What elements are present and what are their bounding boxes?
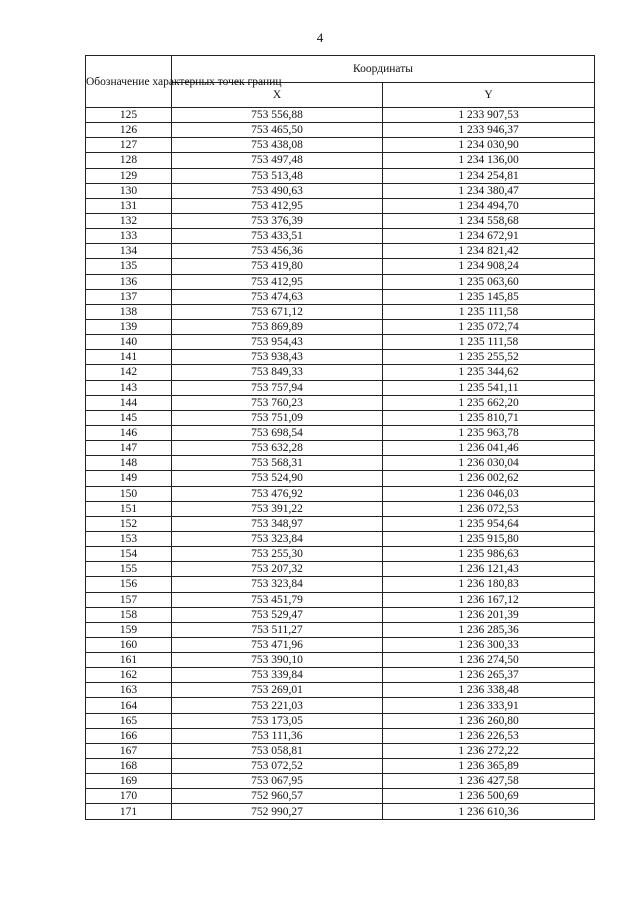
table-row [86, 168, 595, 183]
y-coordinate-cell: 1 236 274,50 [383, 653, 595, 668]
table-row [86, 486, 595, 501]
x-coordinate-cell: 753 419,80 [172, 259, 383, 274]
point-id-cell: 160 [86, 637, 172, 652]
table-body [86, 108, 595, 820]
table-row [86, 516, 595, 531]
y-coordinate-cell: 1 235 145,85 [383, 289, 595, 304]
x-header: X [172, 83, 383, 108]
point-id-cell: 158 [86, 607, 172, 622]
point-id-cell: 144 [86, 395, 172, 410]
table-row [86, 395, 595, 410]
table-row [86, 350, 595, 365]
y-coordinate-cell: 1 236 265,37 [383, 668, 595, 683]
x-coordinate-cell: 753 376,39 [172, 213, 383, 228]
table-row [86, 183, 595, 198]
y-coordinate-cell: 1 234 254,81 [383, 168, 595, 183]
point-id-cell: 157 [86, 592, 172, 607]
point-id-cell: 149 [86, 471, 172, 486]
point-id-cell: 137 [86, 289, 172, 304]
y-coordinate-cell: 1 233 946,37 [383, 123, 595, 138]
x-coordinate-cell: 753 221,03 [172, 698, 383, 713]
point-id-cell: 169 [86, 774, 172, 789]
point-id-cell: 126 [86, 123, 172, 138]
x-coordinate-cell: 753 323,84 [172, 577, 383, 592]
y-coordinate-cell: 1 236 333,91 [383, 698, 595, 713]
table-row [86, 244, 595, 259]
x-coordinate-cell: 753 497,48 [172, 153, 383, 168]
x-coordinate-cell: 753 465,50 [172, 123, 383, 138]
table-row [86, 759, 595, 774]
point-id-cell: 171 [86, 804, 172, 819]
x-coordinate-cell: 753 869,89 [172, 319, 383, 334]
x-coordinate-cell: 753 072,52 [172, 759, 383, 774]
x-coordinate-cell: 753 529,47 [172, 607, 383, 622]
table-row [86, 259, 595, 274]
x-coordinate-cell: 753 513,48 [172, 168, 383, 183]
y-coordinate-cell: 1 236 427,58 [383, 774, 595, 789]
point-id-cell: 167 [86, 743, 172, 758]
y-coordinate-cell: 1 235 541,11 [383, 380, 595, 395]
table-row [86, 774, 595, 789]
y-coordinate-cell: 1 236 046,03 [383, 486, 595, 501]
table-row [86, 425, 595, 440]
point-id-cell: 156 [86, 577, 172, 592]
point-id-cell: 159 [86, 622, 172, 637]
x-coordinate-cell: 753 849,33 [172, 365, 383, 380]
x-coordinate-cell: 752 960,57 [172, 789, 383, 804]
table-row [86, 728, 595, 743]
x-coordinate-cell: 752 990,27 [172, 804, 383, 819]
y-header: Y [383, 83, 595, 108]
y-coordinate-cell: 1 235 662,20 [383, 395, 595, 410]
y-coordinate-cell: 1 236 002,62 [383, 471, 595, 486]
table-row [86, 138, 595, 153]
point-id-cell: 133 [86, 229, 172, 244]
y-coordinate-cell: 1 234 494,70 [383, 198, 595, 213]
x-coordinate-cell: 753 451,79 [172, 592, 383, 607]
table-row [86, 607, 595, 622]
x-coordinate-cell: 753 757,94 [172, 380, 383, 395]
point-id-cell: 128 [86, 153, 172, 168]
x-coordinate-cell: 753 456,36 [172, 244, 383, 259]
x-coordinate-cell: 753 511,27 [172, 622, 383, 637]
x-coordinate-cell: 753 433,51 [172, 229, 383, 244]
point-id-cell: 170 [86, 789, 172, 804]
x-coordinate-cell: 753 438,08 [172, 138, 383, 153]
table-row [86, 622, 595, 637]
y-coordinate-cell: 1 236 201,39 [383, 607, 595, 622]
y-coordinate-cell: 1 236 260,80 [383, 713, 595, 728]
point-id-cell: 154 [86, 547, 172, 562]
point-id-cell: 129 [86, 168, 172, 183]
point-id-cell: 134 [86, 244, 172, 259]
table-row [86, 123, 595, 138]
table-row [86, 743, 595, 758]
point-id-cell: 131 [86, 198, 172, 213]
table-row [86, 698, 595, 713]
point-id-cell: 127 [86, 138, 172, 153]
x-coordinate-cell: 753 954,43 [172, 335, 383, 350]
point-id-cell: 168 [86, 759, 172, 774]
point-id-cell: 136 [86, 274, 172, 289]
table-row [86, 501, 595, 516]
point-id-cell: 145 [86, 410, 172, 425]
table-row [86, 804, 595, 819]
point-id-cell: 143 [86, 380, 172, 395]
table-row [86, 531, 595, 546]
x-coordinate-cell: 753 671,12 [172, 304, 383, 319]
point-id-cell: 138 [86, 304, 172, 319]
table-row [86, 198, 595, 213]
x-coordinate-cell: 753 067,95 [172, 774, 383, 789]
table-row [86, 713, 595, 728]
table-row [86, 304, 595, 319]
y-coordinate-cell: 1 234 672,91 [383, 229, 595, 244]
x-coordinate-cell: 753 269,01 [172, 683, 383, 698]
x-coordinate-cell: 753 390,10 [172, 653, 383, 668]
table-row [86, 380, 595, 395]
table-row [86, 653, 595, 668]
y-coordinate-cell: 1 234 380,47 [383, 183, 595, 198]
y-coordinate-cell: 1 235 954,64 [383, 516, 595, 531]
point-id-cell: 150 [86, 486, 172, 501]
table-row [86, 410, 595, 425]
table-row [86, 577, 595, 592]
y-coordinate-cell: 1 236 300,33 [383, 637, 595, 652]
table-row [86, 289, 595, 304]
y-coordinate-cell: 1 235 111,58 [383, 335, 595, 350]
point-id-cell: 153 [86, 531, 172, 546]
table-row [86, 274, 595, 289]
x-coordinate-cell: 753 568,31 [172, 456, 383, 471]
point-id-cell: 163 [86, 683, 172, 698]
y-coordinate-cell: 1 236 610,36 [383, 804, 595, 819]
x-coordinate-cell: 753 255,30 [172, 547, 383, 562]
point-id-cell: 147 [86, 441, 172, 456]
point-designation-header: Обозначение характерных точек границ [86, 56, 172, 108]
y-coordinate-cell: 1 235 810,71 [383, 410, 595, 425]
point-id-cell: 140 [86, 335, 172, 350]
x-coordinate-cell: 753 173,05 [172, 713, 383, 728]
y-coordinate-cell: 1 234 908,24 [383, 259, 595, 274]
y-coordinate-cell: 1 236 338,48 [383, 683, 595, 698]
y-coordinate-cell: 1 236 072,53 [383, 501, 595, 516]
y-coordinate-cell: 1 234 558,68 [383, 213, 595, 228]
x-coordinate-cell: 753 760,23 [172, 395, 383, 410]
y-coordinate-cell: 1 236 500,69 [383, 789, 595, 804]
point-id-cell: 164 [86, 698, 172, 713]
y-coordinate-cell: 1 235 063,60 [383, 274, 595, 289]
x-coordinate-cell: 753 058,81 [172, 743, 383, 758]
point-id-cell: 166 [86, 728, 172, 743]
y-coordinate-cell: 1 236 030,04 [383, 456, 595, 471]
y-coordinate-cell: 1 236 180,83 [383, 577, 595, 592]
point-id-cell: 148 [86, 456, 172, 471]
y-coordinate-cell: 1 235 986,63 [383, 547, 595, 562]
coordinates-table [85, 55, 595, 820]
x-coordinate-cell: 753 698,54 [172, 425, 383, 440]
x-coordinate-cell: 753 524,90 [172, 471, 383, 486]
point-id-cell: 132 [86, 213, 172, 228]
point-id-cell: 155 [86, 562, 172, 577]
coordinates-header: Координаты [172, 56, 595, 83]
y-coordinate-cell: 1 236 121,43 [383, 562, 595, 577]
table-row [86, 592, 595, 607]
x-coordinate-cell: 753 412,95 [172, 198, 383, 213]
point-id-cell: 135 [86, 259, 172, 274]
table-row [86, 683, 595, 698]
point-id-cell: 161 [86, 653, 172, 668]
page-number: 4 [316, 30, 324, 45]
y-coordinate-cell: 1 236 272,22 [383, 743, 595, 758]
x-coordinate-cell: 753 391,22 [172, 501, 383, 516]
y-coordinate-cell: 1 235 111,58 [383, 304, 595, 319]
table-row [86, 668, 595, 683]
y-coordinate-cell: 1 236 226,53 [383, 728, 595, 743]
y-coordinate-cell: 1 234 821,42 [383, 244, 595, 259]
x-coordinate-cell: 753 938,43 [172, 350, 383, 365]
x-coordinate-cell: 753 348,97 [172, 516, 383, 531]
y-coordinate-cell: 1 236 285,36 [383, 622, 595, 637]
x-coordinate-cell: 753 474,63 [172, 289, 383, 304]
table-row [86, 108, 595, 123]
table-row [86, 637, 595, 652]
point-id-cell: 142 [86, 365, 172, 380]
x-coordinate-cell: 753 556,88 [172, 108, 383, 123]
point-id-cell: 146 [86, 425, 172, 440]
point-id-cell: 152 [86, 516, 172, 531]
x-coordinate-cell: 753 471,96 [172, 637, 383, 652]
y-coordinate-cell: 1 235 072,74 [383, 319, 595, 334]
y-coordinate-cell: 1 236 365,89 [383, 759, 595, 774]
y-coordinate-cell: 1 234 030,90 [383, 138, 595, 153]
table-row [86, 229, 595, 244]
x-coordinate-cell: 753 751,09 [172, 410, 383, 425]
y-coordinate-cell: 1 235 963,78 [383, 425, 595, 440]
x-coordinate-cell: 753 323,84 [172, 531, 383, 546]
point-id-cell: 165 [86, 713, 172, 728]
y-coordinate-cell: 1 236 041,46 [383, 441, 595, 456]
table-row [86, 213, 595, 228]
table-row [86, 789, 595, 804]
point-id-cell: 130 [86, 183, 172, 198]
table-row [86, 547, 595, 562]
y-coordinate-cell: 1 236 167,12 [383, 592, 595, 607]
table-row [86, 319, 595, 334]
point-id-cell: 139 [86, 319, 172, 334]
table-row [86, 153, 595, 168]
x-coordinate-cell: 753 632,28 [172, 441, 383, 456]
y-coordinate-cell: 1 235 344,62 [383, 365, 595, 380]
y-coordinate-cell: 1 233 907,53 [383, 108, 595, 123]
x-coordinate-cell: 753 476,92 [172, 486, 383, 501]
y-coordinate-cell: 1 235 255,52 [383, 350, 595, 365]
y-coordinate-cell: 1 234 136,00 [383, 153, 595, 168]
point-id-cell: 141 [86, 350, 172, 365]
x-coordinate-cell: 753 339,84 [172, 668, 383, 683]
table-row [86, 471, 595, 486]
point-id-cell: 125 [86, 108, 172, 123]
table-row [86, 441, 595, 456]
table-row [86, 365, 595, 380]
x-coordinate-cell: 753 412,95 [172, 274, 383, 289]
table-row [86, 335, 595, 350]
x-coordinate-cell: 753 490,63 [172, 183, 383, 198]
point-id-cell: 162 [86, 668, 172, 683]
table-row [86, 562, 595, 577]
point-id-cell: 151 [86, 501, 172, 516]
y-coordinate-cell: 1 235 915,80 [383, 531, 595, 546]
x-coordinate-cell: 753 111,36 [172, 728, 383, 743]
table-row [86, 456, 595, 471]
x-coordinate-cell: 753 207,32 [172, 562, 383, 577]
